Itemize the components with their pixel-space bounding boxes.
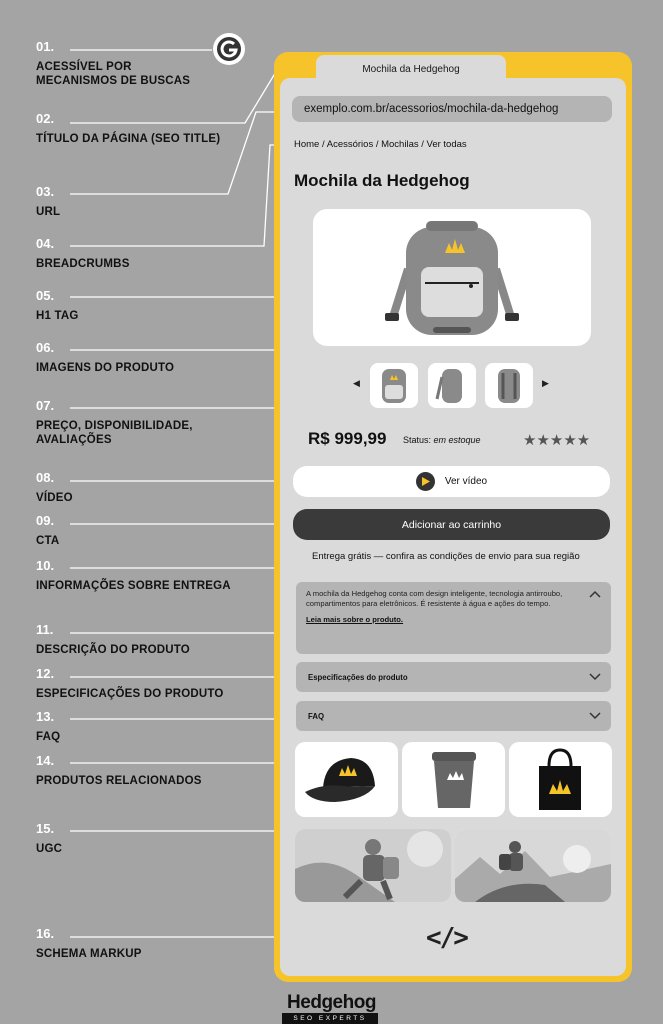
video-label: Ver vídeo [444,476,488,487]
label-08: 08. VÍDEO [36,470,73,504]
prev-image-arrow[interactable]: ◀ [353,378,360,388]
label-09: 09. CTA [36,513,60,547]
add-to-cart-button[interactable]: Adicionar ao carrinho [293,509,610,540]
breadcrumb[interactable]: Home / Acessórios / Mochilas / Ver todas [294,139,467,150]
brand-tagline: SEO EXPERTS [282,1013,378,1024]
video-button[interactable] [293,466,610,497]
label-13: 13. FAQ [36,709,61,743]
label-01: 01. ACESSÍVEL POR MECANISMOS DE BUSCAS [36,39,191,88]
product-thumb-2[interactable] [428,363,476,408]
related-product-bottle[interactable] [402,742,505,817]
description-text: A mochila da Hedgehog conta com design inteligente, tecnologia antirroubo, compartimentos para eletrônicos. É resistente à água e ações do tempo. [306,589,563,609]
backpack-thumb-back [485,363,533,408]
label-03: 03. URL [36,184,61,218]
tote-bag-image [509,742,612,817]
browser-tab[interactable]: Mochila da Hedgehog [316,55,506,83]
label-04: 04. BREADCRUMBS [36,236,130,270]
label-02: 02. TÍTULO DA PÁGINA (SEO TITLE) [36,111,221,145]
label-05: 05. H1 TAG [36,288,79,322]
next-image-arrow[interactable]: ▶ [542,378,549,388]
ugc-photo-1[interactable] [295,829,451,902]
label-07: 07. PREÇO, DISPONIBILIDADE, AVALIAÇÕES [36,398,193,447]
label-12: 12. ESPECIFICAÇÕES DO PRODUTO [36,666,224,700]
chevron-down-icon [589,712,601,720]
product-thumb-1[interactable] [370,363,418,408]
play-icon [416,472,435,491]
page-title: Mochila da Hedgehog [294,171,470,190]
label-14: 14. PRODUTOS RELACIONADOS [36,753,202,787]
stock-status [403,435,481,445]
google-icon [212,32,246,66]
faq-accordion[interactable] [296,701,611,731]
read-more-link[interactable]: Leia mais sobre o produto. [306,614,404,624]
rating-stars[interactable]: ★★★★★ [523,432,591,449]
specs-accordion[interactable] [296,662,611,692]
related-product-cap[interactable] [295,742,398,817]
hiker-illustration [295,829,451,902]
ugc-photo-2[interactable] [455,829,611,902]
brand-logo: Hedgehog [287,992,376,1013]
product-hero-image[interactable] [313,209,591,346]
label-11: 11. DESCRIÇÃO DO PRODUTO [36,622,190,656]
backpack-thumb-side [428,363,476,408]
faq-label: FAQ [308,711,325,721]
label-16: 16. SCHEMA MARKUP [36,926,142,960]
backpack-image [313,209,591,346]
product-price: R$ 999,99 [308,429,387,448]
mountain-hiker-illustration [455,829,611,902]
chevron-down-icon [589,673,601,681]
label-06: 06. IMAGENS DO PRODUTO [36,340,175,374]
product-thumb-3[interactable] [485,363,533,408]
product-description [296,582,611,654]
status-value: em estoque [433,435,481,445]
chevron-up-icon[interactable] [589,590,601,598]
status-label: Status: [403,435,432,445]
specs-label: Especificações do produto [308,672,408,682]
label-15: 15. UGC [36,821,63,855]
shipping-info: Entrega grátis — confira as condições de envio para sua região [312,551,580,562]
label-10: 10. INFORMAÇÕES SOBRE ENTREGA [36,558,231,592]
cap-image [295,742,398,817]
related-product-tote[interactable] [509,742,612,817]
bottle-image [402,742,505,817]
backpack-thumb-front [370,363,418,408]
url-bar[interactable]: exemplo.com.br/acessorios/mochila-da-hedgehog [292,96,612,122]
code-icon: </> [426,923,467,953]
